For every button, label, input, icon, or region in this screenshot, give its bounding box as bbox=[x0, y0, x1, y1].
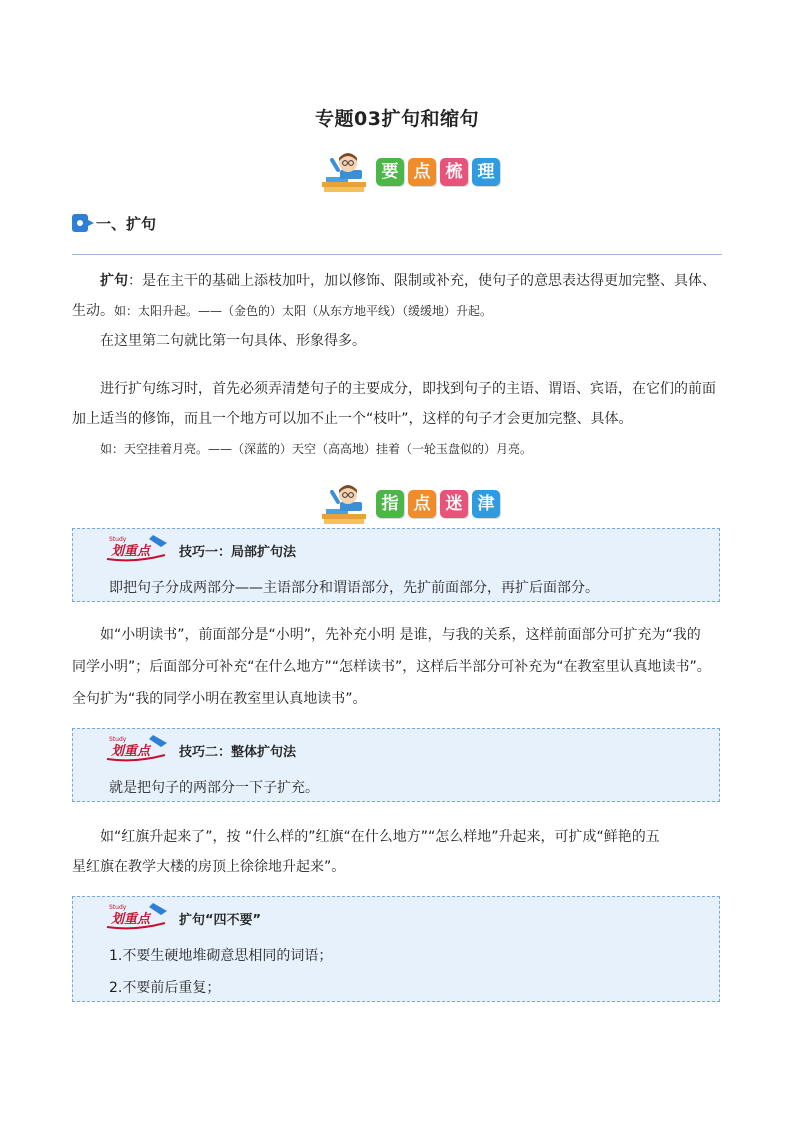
student-reading-icon bbox=[318, 148, 374, 196]
definition-line-3: 在这里第二句就比第一句具体、形象得多。 bbox=[100, 333, 366, 349]
svg-text:Study: Study bbox=[109, 904, 127, 911]
paragraph-4-line-1: 如“红旗升起来了”，按 “什么样的”红旗“在什么地方”“怎么样地”升起来，可扩成“鲜艳的五 bbox=[100, 829, 660, 845]
paragraph-2-line-1: 进行扩句练习时，首先必须弄清楚句子的主要成分，即找到句子的主语、谓语、宾语，在它们的前面 bbox=[100, 381, 716, 397]
banner-guidance bbox=[318, 480, 498, 528]
section-label: 一、扩句 bbox=[96, 214, 157, 233]
chip-2: 点 bbox=[408, 158, 436, 186]
tip-3-item-2: 2.不要前后重复； bbox=[109, 980, 221, 996]
paragraph-3-line-3: 全句扩为“我的同学小明在教室里认真地读书”。 bbox=[72, 691, 367, 707]
chip-3: 迷 bbox=[440, 490, 468, 518]
divider-line bbox=[72, 254, 722, 255]
chip-1: 指 bbox=[376, 490, 404, 518]
tip-2-title: 技巧二：整体扩句法 bbox=[179, 745, 297, 760]
section-marker-icon bbox=[72, 214, 94, 232]
paragraph-3-line-1: 如“小明读书”，前面部分是“小明”，先补充小明 是谁，与我的关系，这样前面部分可扩充为“我的 bbox=[100, 627, 701, 643]
definition-line-1: 扩句：是在主干的基础上添枝加叶，加以修饰、限制或补充，使句子的意思表达得更加完整、具体、 bbox=[100, 273, 716, 289]
svg-text:Study: Study bbox=[109, 536, 127, 543]
tip-2-text: 就是把句子的两部分一下子扩充。 bbox=[109, 780, 319, 796]
chip-4: 津 bbox=[472, 490, 500, 518]
paragraph-4-line-2: 星红旗在教学大楼的房顶上徐徐地升起来”。 bbox=[72, 859, 346, 875]
page-title: 专题03扩句和缩句 bbox=[315, 108, 479, 130]
paragraph-2-line-2: 加上适当的修饰，而且一个地方可以加不止一个“枝叶”，这样的句子才会更加完整、具体。 bbox=[72, 411, 633, 427]
definition-line-2: 生动。如：太阳升起。——（金色的）太阳（从东方地平线）（缓缓地）升起。 bbox=[72, 303, 493, 319]
section-heading bbox=[72, 212, 156, 234]
chip-4: 理 bbox=[472, 158, 500, 186]
svg-text:划重点: 划重点 bbox=[111, 744, 151, 759]
svg-text:划重点: 划重点 bbox=[111, 544, 151, 559]
tip-3-title: 扩句“四不要” bbox=[179, 913, 262, 928]
chip-2: 点 bbox=[408, 490, 436, 518]
tip-1-text: 即把句子分成两部分——主语部分和谓语部分，先扩前面部分，再扩后面部分。 bbox=[109, 580, 599, 596]
term-label: 扩句 bbox=[100, 273, 128, 289]
example-line: 如：天空挂着月亮。——（深蓝的）天空（高高地）挂着（一轮玉盘似的）月亮。 bbox=[100, 442, 533, 456]
chip-1: 要 bbox=[376, 158, 404, 186]
tip-1-title: 技巧一：局部扩句法 bbox=[179, 545, 297, 560]
highlight-tag-icon bbox=[105, 533, 169, 563]
tip-box-3 bbox=[72, 896, 720, 1002]
student-reading-icon bbox=[318, 480, 374, 528]
svg-text:Study: Study bbox=[109, 736, 127, 743]
paragraph-3-line-2: 同学小明”；后面部分可补充“在什么地方”“怎样读书”，这样后半部分可补充为“在教室里认真地读书”。 bbox=[72, 659, 711, 675]
chip-3: 梳 bbox=[440, 158, 468, 186]
tip-3-item-1: 1.不要生硬地堆砌意思相同的词语； bbox=[109, 948, 333, 964]
svg-text:划重点: 划重点 bbox=[111, 912, 151, 927]
tip-box-1 bbox=[72, 528, 720, 602]
tip-box-2 bbox=[72, 728, 720, 802]
highlight-tag-icon bbox=[105, 901, 169, 931]
banner-key-points bbox=[318, 148, 498, 196]
highlight-tag-icon bbox=[105, 733, 169, 763]
